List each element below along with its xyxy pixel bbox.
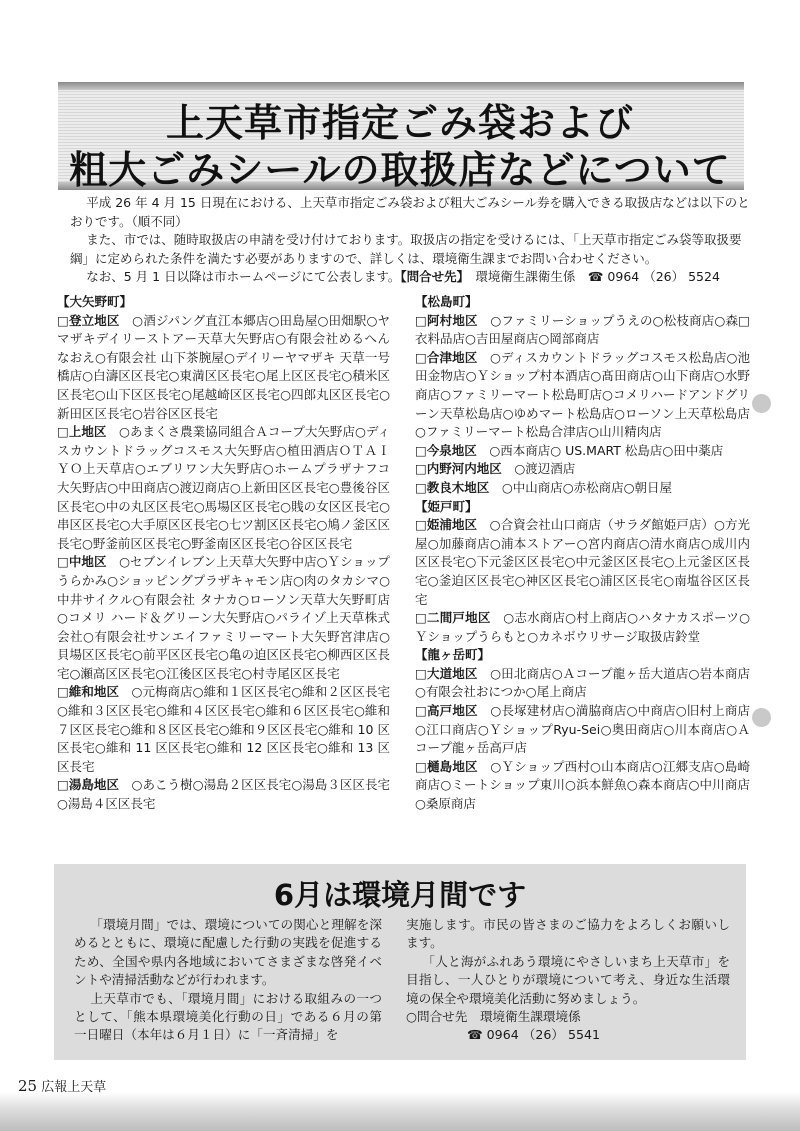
area-shops: ○セブンイレブン上天草大矢野中店○Ｙショップうらかみ○ショッピングプラザキャモン店○肉のタカシマ○中井サイクル○有限会社 タナカ○ローソン天草大矢野町店○コメリ ハード＆グリーン大矢野店○パライゾ上天草株式会社○有限会社サンエイファミリーマート大矢野宮津店○貝場区区長宅○前平区区長宅○亀の迫区区長宅○柳西区区長宅○瀬高区区長宅○江後区区長宅○村寺尾区区長宅: [57, 554, 391, 681]
area-entry: [415, 758, 750, 814]
area-shops: ○元梅商店○維和１区区長宅○維和２区区長宅○維和３区区長宅○維和４区区長宅○維和６区区長宅○維和７区区長宅○維和８区区長宅○維和９区区長宅○維和 10 区区長宅○維和 11 区区長宅○維和 12 区区長宅○維和 13 区区長宅: [57, 684, 390, 774]
area-entry: [415, 609, 750, 646]
area-shops: ○田北商店○Ａコープ龍ヶ岳大道店○岩本商店○有限会社おにつか○尾上商店: [415, 665, 750, 700]
environment-month-right-text: [406, 916, 730, 1045]
contact-phone: ☎ 0964 （26） 5524: [587, 269, 720, 284]
area-name: □大道地区: [415, 665, 478, 681]
page-footer: [18, 1076, 106, 1095]
area-name: □合津地区: [415, 349, 478, 365]
area-name: □高戸地区: [415, 703, 478, 719]
town-heading: 【大矢野町】: [57, 294, 133, 309]
contact-dept: 環境衛生課衛生係: [475, 269, 576, 284]
area-name: □登立地区: [57, 312, 120, 328]
area-entry: [415, 312, 750, 349]
area-name: □樋島地区: [415, 758, 478, 774]
area-name: □維和地区: [57, 684, 119, 700]
area-entry: [415, 442, 750, 461]
intro-section: [70, 194, 760, 287]
area-name: □二間戸地区: [415, 610, 491, 626]
binding-hole-icon: [752, 394, 771, 413]
area-shops: ○酒ジパング直江本郷店○田島屋○田畑駅○ヤマザキデイリーストアー天草大矢野店○有限会社めるへんなおえ○有限会社 山下茶腕屋○デイリーヤマザキ 天草一号橋店○白濤区区長宅○東満区区長宅○尾上区区長宅○積米区区長宅○山下区区長宅○尾越崎区区長宅○四郎丸区区長宅○新田区区長宅○岩谷区区長宅: [57, 312, 391, 421]
area-shops: ○中山商店○赤松商店○朝日屋: [489, 479, 673, 495]
june-paragraph: 実施します。市民の皆さまのご協力をよろしくお願いします。: [406, 917, 730, 951]
june-phone: ☎ 0964 （26） 5541: [466, 1027, 600, 1043]
banner-shade-top: [58, 82, 744, 90]
intro-paragraph-3: [70, 268, 760, 287]
area-shops: ○あまくさ農業協同組合Ａコープ大矢野店○ディスカウントドラッグコスモス大矢野店○植田酒店ＯＴＡＩＹＯ上天草店○エブリワン大矢野店○ホームプラザナフコ大矢野店○中田商店○渡辺商店○上新田区区長宅○豊後谷区区長宅○中の丸区区長宅○馬場区区長宅○賎の女区区長宅○串区区長宅○大手原区区長宅○七ツ割区区長宅○鳩ノ釜区区長宅○野釜前区区長宅○野釜南区区長宅○谷区区長宅: [57, 424, 390, 551]
contact-label: 【問合せ先】: [400, 269, 463, 284]
area-name: □阿村地区: [415, 312, 478, 328]
binding-hole-icon: [752, 708, 771, 727]
right-column: [415, 293, 750, 814]
june-paragraph: 「環境月間」では、環境についての関心と理解を深めるとともに、環境に配慮した行動の実践を促進するため、全国や県内各地域においてさまざまな啓発イベントや清掃活動などが行われます。: [74, 917, 382, 988]
area-entry: [57, 683, 390, 776]
town-heading: 【龍ヶ岳町】: [415, 647, 491, 663]
area-entry: [57, 776, 390, 813]
page-title-line2: 粗大ごみシールの取扱店などについて: [69, 148, 731, 192]
area-entry: [415, 479, 750, 498]
footer-band: [0, 1092, 800, 1131]
intro-paragraph-2: また、市では、随時取扱店の申請を受け付けております。取扱店の指定を受けるには、「上天草市指定ごみ袋等取扱要綱」に定められた条件を満たす必要がありますので、詳しくは、環境衛生課までお問い合わせください。: [70, 232, 742, 266]
area-entry: [57, 423, 390, 553]
june-contact: ○問合せ先 環境衛生課環境係: [406, 1009, 581, 1025]
area-name: □教良木地区: [415, 479, 490, 495]
town-heading: 【姫戸町】: [415, 498, 478, 514]
area-entry: [57, 553, 390, 683]
publication-name: 広報上天草: [41, 1080, 107, 1095]
area-name: □湯島地区: [57, 777, 119, 793]
june-paragraph: 「人と海がふれあう環境にやさしいまち上天草市」を目指し、一人ひとりが環境について考え、身近な生活環境の保全や環境美化活動に努めましょう。: [406, 953, 730, 1006]
area-shops: ○西本商店○ US.MART 松島店○田中薬店: [476, 442, 724, 458]
area-shops: ○Ｙショップ西村○山本商店○江郷支店○島崎商店○ミートショップ東川○浜本鮮魚○森本商店○中川商店○桑原商店: [415, 758, 750, 812]
area-entry: [415, 702, 750, 758]
page-number: 25: [18, 1077, 38, 1095]
area-shops: ○ファミリーショップうえの○松枝商店○森□衣料品店○吉田屋商店○岡部商店: [415, 312, 750, 347]
environment-month-left-text: [74, 916, 382, 1045]
area-shops: ○ディスカウントドラッグコスモス松島店○池田金物店○Ｙショップ村本酒店○髙田商店○山下商店○水野商店○ファミリーマート松島町店○コメリハードアンドグリーン天草松島店○ゆめマート松島店○ローソン上天草松島店○ファミリーマート松島合津店○山川精肉店: [415, 349, 750, 440]
left-column: [57, 293, 390, 814]
area-shops: ○合資会社山口商店（サラダ館姫戸店）○方光屋○加藤商店○浦本ストアー○宮内商店○清水商店○成川内区区長宅○下元釜区区長宅○中元釜区区長宅○上元釜区区長宅○釜迫区区長宅○神区区長宅○浦区区長宅○南塩谷区区長宅: [415, 517, 750, 607]
june-paragraph: 上天草市でも、「環境月間」における取組みの一つとして、「熊本県環境美化行動の日」である６月の第一日曜日（本年は６月１日）に「一斉清掃」を: [74, 990, 382, 1043]
area-entry: [415, 349, 750, 442]
page-title-line1: 上天草市指定ごみ袋および: [165, 101, 634, 145]
area-name: □内野河内地区: [415, 461, 502, 477]
area-entry: [415, 665, 750, 702]
area-name: □上地区: [57, 424, 107, 440]
area-shops: ○渡辺酒店: [501, 461, 576, 477]
area-entry: [57, 312, 390, 424]
town-heading: 【松島町】: [415, 294, 478, 309]
intro-paragraph-3-text: なお、5 月 1 日以降は市ホームページにて公表します。: [86, 269, 401, 284]
environment-month-title: 6月は環境月間です: [273, 878, 527, 912]
area-shops: ○志水商店○村上商店○ハタナカスポーツ○Ｙショップうらもと○カネボウリサージ取扱店鈴堂: [415, 610, 751, 644]
intro-paragraph-1: 平成 26 年 4 月 15 日現在における、上天草市指定ごみ袋および粗大ごみシール券を購入できる取扱店などは以下のとおりです。（順不同）: [70, 195, 750, 229]
area-name: □中地区: [57, 554, 107, 570]
area-name: □今泉地区: [415, 442, 477, 458]
area-name: □姫浦地区: [415, 517, 478, 533]
area-entry: [415, 460, 750, 479]
area-entry: [415, 516, 750, 609]
area-shops: ○長塚建材店○満脇商店○中商店○旧村上商店○江口商店○ＹショップRyu-Sei○奥田商店○川本商店○Ａコープ龍ヶ岳高戸店: [415, 703, 750, 756]
area-shops: ○あこう樹○湯島２区区長宅○湯島３区区長宅○湯島４区区長宅: [57, 777, 390, 812]
